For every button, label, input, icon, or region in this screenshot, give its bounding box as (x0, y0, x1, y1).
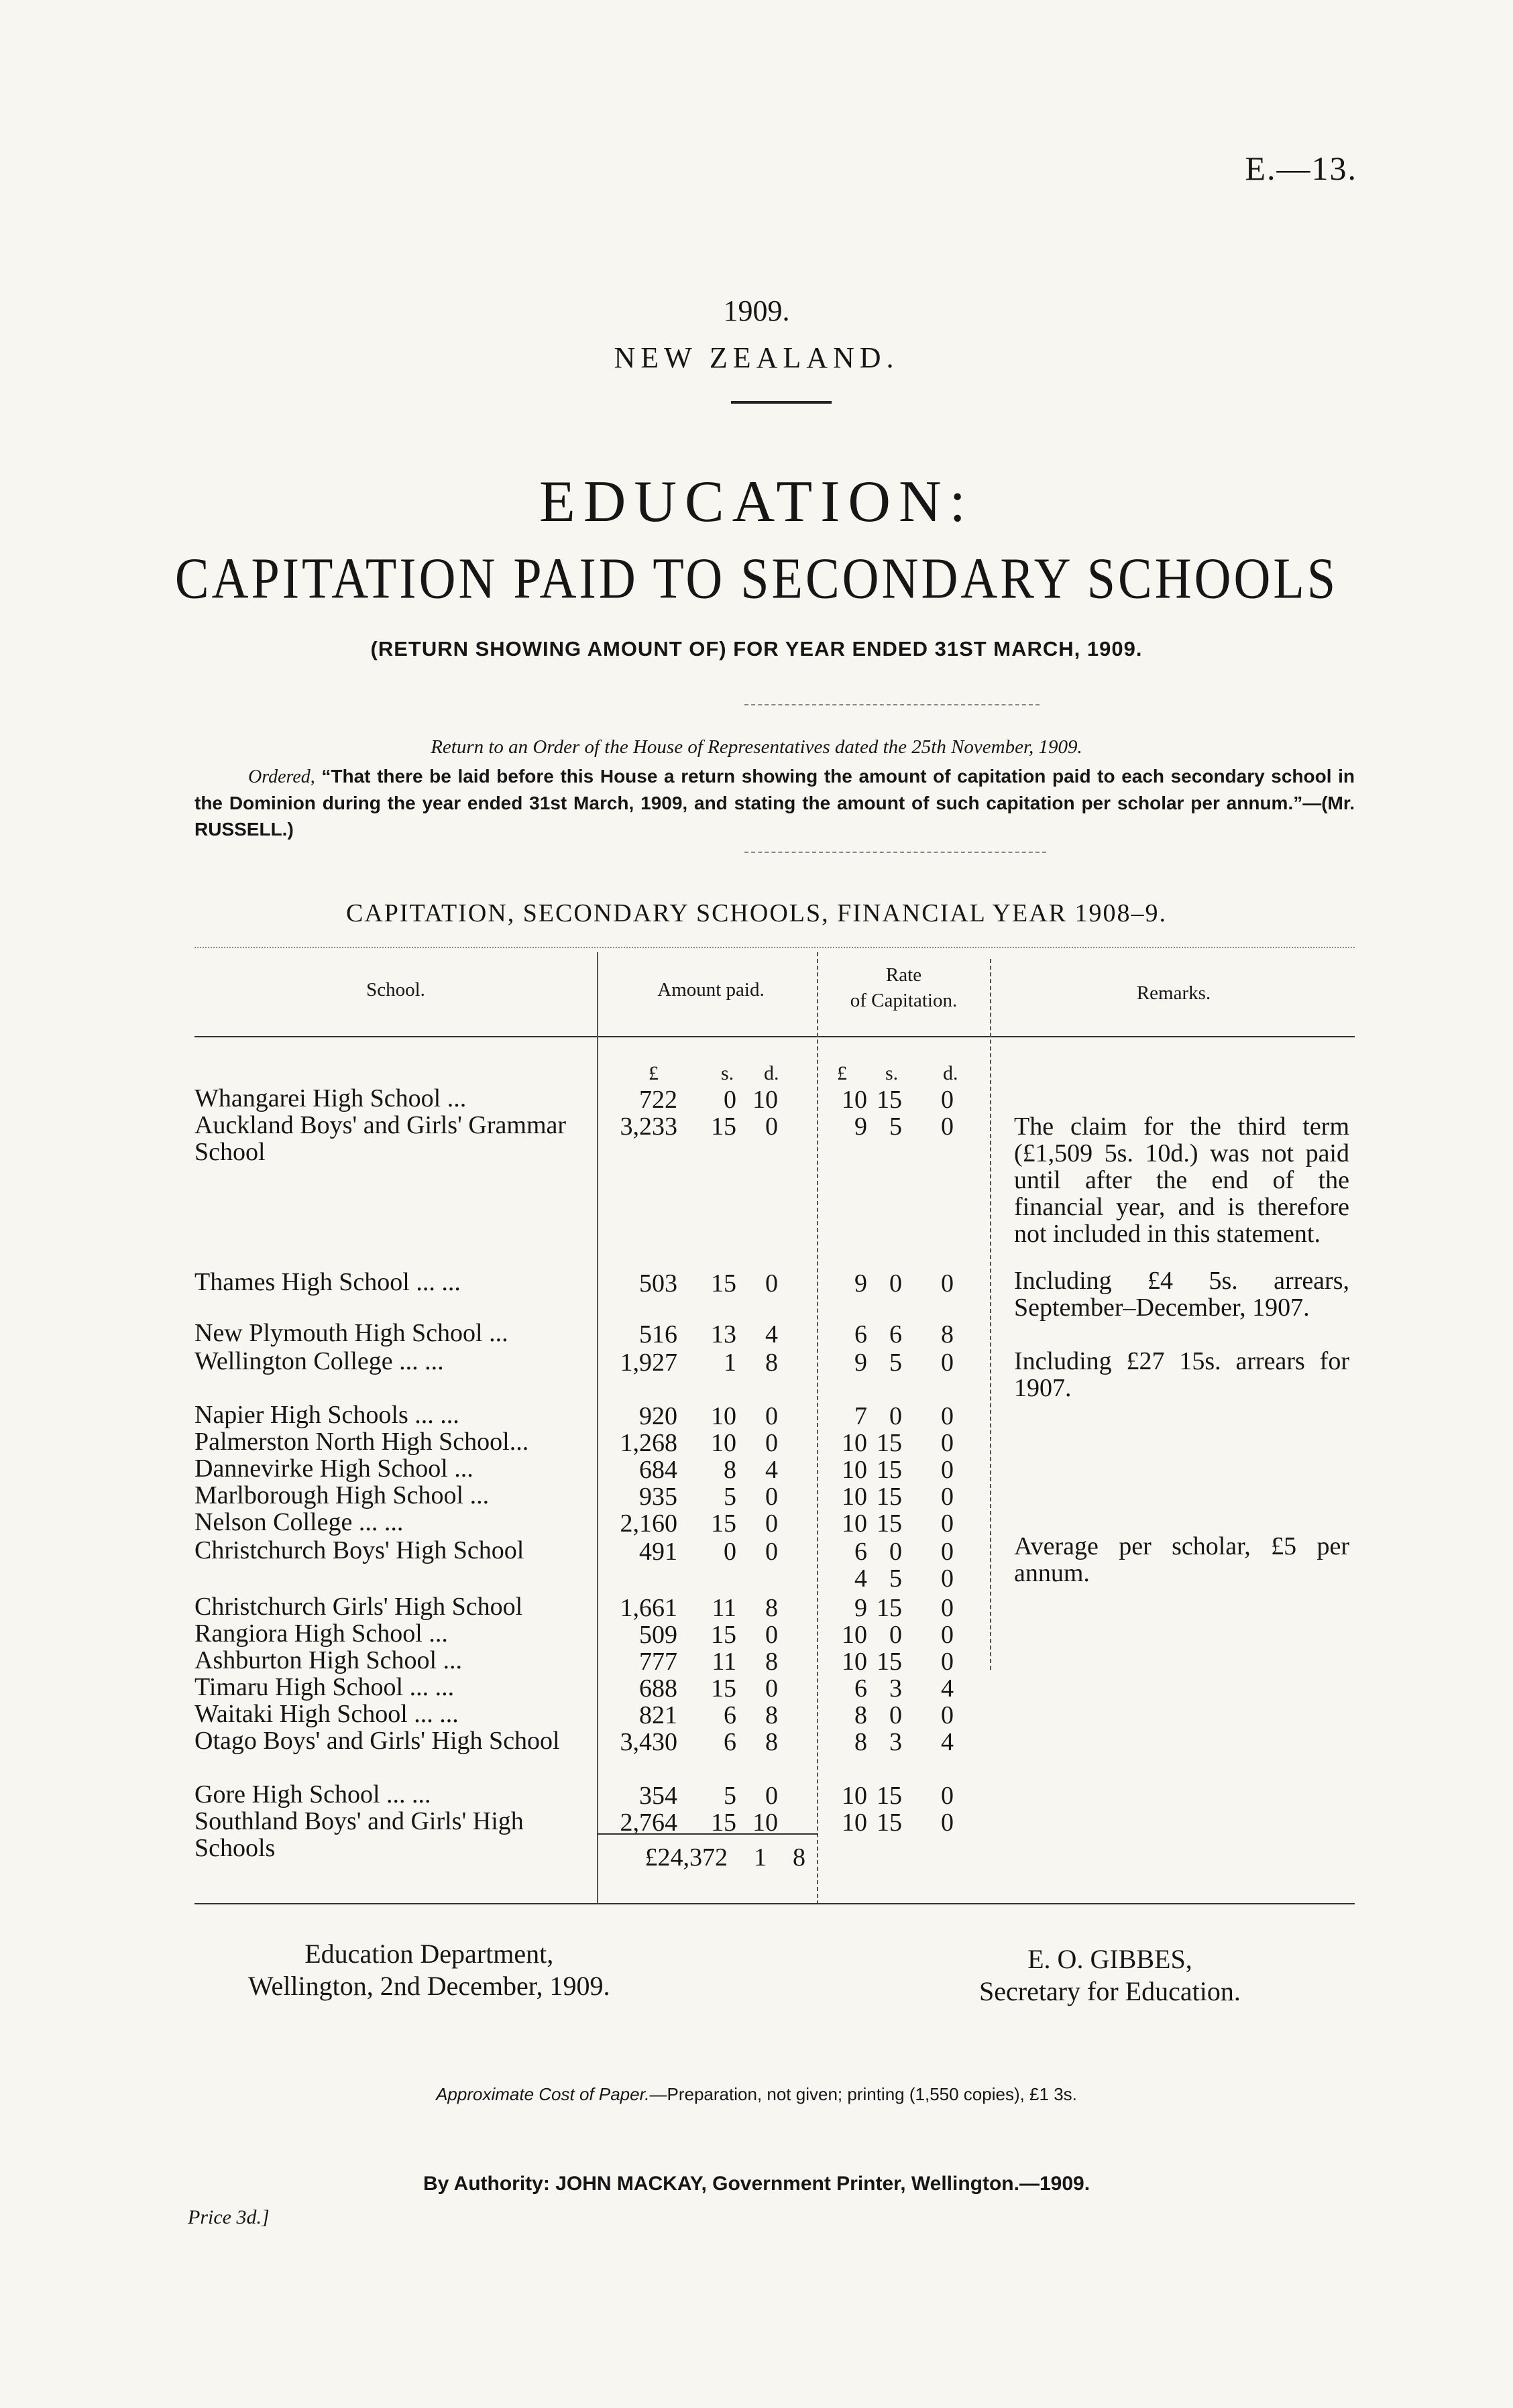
school-name: Whangarei High School ... (194, 1084, 467, 1112)
column-header-rate-2: of Capitation. (850, 990, 958, 1011)
amount-pounds: 935 (639, 1483, 677, 1511)
amount-shillings: 15 (711, 1112, 736, 1141)
amount-pounds: 503 (639, 1269, 677, 1298)
amount-shillings: 5 (724, 1483, 736, 1511)
rate-shillings: 15 (877, 1809, 902, 1837)
rate-pence: 0 (941, 1456, 954, 1484)
rate-pounds: 6 (854, 1538, 867, 1566)
ordered-label: Ordered, (248, 766, 315, 787)
signatory-name: E. O. GIBBES, (1027, 1944, 1192, 1974)
rate-pence: 0 (941, 1564, 954, 1593)
amount-pence: 8 (765, 1728, 778, 1756)
rate-shillings: 15 (877, 1456, 902, 1484)
table-title: CAPITATION, SECONDARY SCHOOLS, FINANCIAL YEAR 1908–9. (345, 899, 1167, 927)
unit-shilling: s. (885, 1062, 899, 1084)
amount-pence: 8 (765, 1648, 778, 1676)
amount-pounds: 920 (639, 1402, 677, 1430)
rate-pounds: 9 (854, 1112, 867, 1141)
country-heading: NEW ZEALAND. (614, 341, 899, 374)
rate-pence: 0 (941, 1809, 954, 1837)
rate-pounds: 10 (842, 1509, 867, 1538)
rate-pence: 0 (941, 1429, 954, 1457)
column-separator (597, 952, 598, 1904)
rate-pounds: 6 (854, 1320, 867, 1349)
amount-shillings: 15 (711, 1621, 736, 1649)
rate-shillings: 15 (877, 1648, 902, 1676)
amount-shillings: 8 (724, 1456, 736, 1484)
rate-pence: 4 (941, 1728, 954, 1756)
school-name: Marlborough High School ... (194, 1481, 490, 1509)
amount-shillings: 13 (711, 1320, 736, 1349)
amount-pounds: 3,233 (620, 1112, 677, 1141)
amount-pounds: 1,927 (620, 1349, 677, 1377)
amount-pence: 0 (765, 1621, 778, 1649)
amount-pence: 8 (765, 1701, 778, 1729)
cost-label: Approximate Cost of Paper. (436, 2084, 650, 2104)
rate-shillings: 15 (877, 1594, 902, 1622)
school-name: Wellington College ... ... (194, 1347, 444, 1375)
amount-pence: 0 (765, 1429, 778, 1457)
amount-pounds: 684 (639, 1456, 677, 1484)
total-shillings: 1 (754, 1843, 767, 1872)
table-bottom-rule (194, 1903, 1355, 1904)
school-name: Rangiora High School ... (194, 1619, 448, 1648)
school-name: Nelson College ... ... (194, 1508, 404, 1536)
amount-pounds: 688 (639, 1674, 677, 1703)
order-text (194, 763, 1355, 842)
rate-shillings: 0 (889, 1701, 902, 1729)
order-body: “That there be laid before this House a return showing the amount of capitation paid to each secondary school in the Dominion during the year ended 31st March, 1909, and stating the amount of such capitation per scholar per annum.”—(Mr. RUSSELL.) (194, 766, 1355, 840)
column-header-school: School. (366, 979, 425, 1000)
department-line: Education Department, (304, 1939, 554, 1969)
amount-pounds: 354 (639, 1782, 677, 1810)
amount-shillings: 6 (724, 1701, 736, 1729)
amount-pounds: 1,661 (620, 1594, 677, 1622)
amount-pence: 8 (765, 1594, 778, 1622)
amount-shillings: 5 (724, 1782, 736, 1810)
school-name: Thames High School ... ... (194, 1268, 461, 1296)
school-name: Christchurch Boys' High School (194, 1536, 524, 1564)
amount-pence: 0 (765, 1538, 778, 1566)
order-heading: Return to an Order of the House of Representatives dated the 25th November, 1909. (431, 736, 1082, 758)
amount-shillings: 0 (724, 1538, 736, 1566)
heading-divider (731, 401, 832, 404)
amount-pence: 0 (765, 1674, 778, 1703)
amount-pence: 0 (765, 1112, 778, 1141)
amount-shillings: 15 (711, 1674, 736, 1703)
amount-pounds: 2,764 (620, 1809, 677, 1837)
remark-christchurch: Average per scholar, £5 per annum. (1014, 1532, 1349, 1587)
price-label: Price 3d.] (188, 2206, 270, 2228)
divider (744, 852, 1046, 853)
rate-shillings: 5 (889, 1112, 902, 1141)
signatory-block (979, 1943, 1241, 2008)
amount-shillings: 11 (712, 1594, 736, 1622)
amount-shillings: 10 (711, 1402, 736, 1430)
rate-pence: 0 (941, 1701, 954, 1729)
remark-auckland: The claim for the third term (£1,509 5s. 10d.) was not paid until after the end of the financial year, and is therefore not included in this statement. (1014, 1112, 1349, 1248)
amount-pounds: 491 (639, 1538, 677, 1566)
rate-shillings: 0 (889, 1269, 902, 1298)
rate-pounds: 6 (854, 1674, 867, 1703)
amount-pence: 0 (765, 1269, 778, 1298)
amount-pounds: 722 (639, 1086, 677, 1114)
remark-thames: Including £4 5s. arrears, September–December, 1907. (1014, 1267, 1349, 1322)
rate-pounds: 10 (842, 1086, 867, 1114)
school-name: Auckland Boys' and Girls' Grammar School (194, 1111, 567, 1166)
rate-shillings: 15 (877, 1429, 902, 1457)
rate-pence: 0 (941, 1112, 954, 1141)
amount-pence: 4 (765, 1456, 778, 1484)
school-name: Southland Boys' and Girls' High Schools (194, 1807, 524, 1862)
school-name: Napier High Schools ... ... (194, 1401, 459, 1429)
rate-pence: 0 (941, 1483, 954, 1511)
rate-pounds: 9 (854, 1349, 867, 1377)
printer-authority: By Authority: JOHN MACKAY, Government Printer, Wellington.—1909. (423, 2173, 1090, 2195)
school-name: Christchurch Girls' High School (194, 1593, 523, 1621)
rate-pounds: 7 (854, 1402, 867, 1430)
return-description: (RETURN SHOWING AMOUNT OF) FOR YEAR ENDED 31ST MARCH, 1909. (370, 637, 1143, 661)
rate-pence: 0 (941, 1538, 954, 1566)
rate-pence: 8 (941, 1320, 954, 1349)
rate-pence: 0 (941, 1269, 954, 1298)
rate-pounds: 10 (842, 1782, 867, 1810)
rate-pounds: 9 (854, 1269, 867, 1298)
total-pence: 8 (793, 1843, 805, 1872)
cost-of-paper (0, 2084, 1513, 2105)
rate-pence: 0 (941, 1621, 954, 1649)
remark-wellington: Including £27 15s. arrears for 1907. (1014, 1347, 1349, 1402)
rate-pounds: 9 (854, 1594, 867, 1622)
rate-shillings: 6 (889, 1320, 902, 1349)
school-name: Ashburton High School ... (194, 1646, 462, 1674)
unit-pence: d. (943, 1062, 958, 1084)
column-header-amount: Amount paid. (657, 979, 765, 1000)
amount-shillings: 15 (711, 1269, 736, 1298)
rate-shillings: 0 (889, 1402, 902, 1430)
rate-pounds: 10 (842, 1648, 867, 1676)
amount-pounds: 821 (639, 1701, 677, 1729)
total-rule (597, 1833, 818, 1835)
rate-pounds: 10 (842, 1809, 867, 1837)
amount-shillings: 15 (711, 1509, 736, 1538)
divider (744, 704, 1040, 705)
unit-pence: d. (764, 1062, 779, 1084)
rate-pounds: 4 (854, 1564, 867, 1593)
amount-shillings: 10 (711, 1429, 736, 1457)
rate-shillings: 15 (877, 1483, 902, 1511)
rate-pence: 0 (941, 1509, 954, 1538)
unit-shilling: s. (721, 1062, 734, 1084)
column-header-rate-1: Rate (885, 964, 922, 986)
amount-shillings: 1 (724, 1349, 736, 1377)
header-rule (194, 1036, 1355, 1037)
document-subtitle: CAPITATION PAID TO SECONDARY SCHOOLS (174, 546, 1339, 612)
amount-pounds: 2,160 (620, 1509, 677, 1538)
amount-pounds: 1,268 (620, 1429, 677, 1457)
table-top-rule (194, 947, 1355, 948)
school-name: Timaru High School ... ... (194, 1673, 455, 1701)
amount-pounds: 777 (639, 1648, 677, 1676)
rate-shillings: 15 (877, 1782, 902, 1810)
school-name: Palmerston North High School... (194, 1428, 529, 1456)
amount-shillings: 6 (724, 1728, 736, 1756)
amount-pence: 0 (765, 1402, 778, 1430)
signatory-title: Secretary for Education. (979, 1976, 1241, 2006)
rate-pence: 0 (941, 1648, 954, 1676)
school-name: New Plymouth High School ... (194, 1319, 508, 1347)
rate-shillings: 3 (889, 1728, 902, 1756)
unit-pound: £ (837, 1062, 847, 1084)
rate-pounds: 8 (854, 1728, 867, 1756)
rate-shillings: 5 (889, 1349, 902, 1377)
column-separator (817, 952, 818, 1904)
rate-pounds: 8 (854, 1701, 867, 1729)
school-name: Dannevirke High School ... (194, 1454, 473, 1483)
rate-pounds: 10 (842, 1621, 867, 1649)
total-row (600, 1843, 822, 1876)
amount-shillings: 11 (712, 1648, 736, 1676)
rate-pounds: 10 (842, 1456, 867, 1484)
rate-pence: 4 (941, 1674, 954, 1703)
rate-shillings: 5 (889, 1564, 902, 1593)
amount-pence: 0 (765, 1782, 778, 1810)
amount-pounds: 509 (639, 1621, 677, 1649)
rate-pence: 0 (941, 1402, 954, 1430)
column-separator (990, 959, 991, 1670)
total-pounds: £24,372 (645, 1843, 728, 1872)
amount-pounds: 516 (639, 1320, 677, 1349)
amount-pence: 0 (765, 1483, 778, 1511)
document-title: EDUCATION: (539, 469, 974, 534)
document-year: 1909. (723, 294, 790, 327)
rate-pence: 0 (941, 1086, 954, 1114)
amount-pence: 0 (765, 1509, 778, 1538)
unit-pound: £ (649, 1062, 659, 1084)
rate-shillings: 0 (889, 1538, 902, 1566)
document-reference: E.—13. (1245, 150, 1357, 187)
rate-shillings: 15 (877, 1086, 902, 1114)
rate-pounds: 10 (842, 1483, 867, 1511)
amount-pounds: 3,430 (620, 1728, 677, 1756)
column-header-remarks: Remarks. (1136, 982, 1211, 1004)
amount-units (600, 1062, 822, 1089)
school-name: Otago Boys' and Girls' High School (194, 1727, 560, 1755)
school-name: Waitaki High School ... ... (194, 1700, 459, 1728)
rate-shillings: 15 (877, 1509, 902, 1538)
department-date: Wellington, 2nd December, 1909. (248, 1971, 610, 2001)
rate-shillings: 3 (889, 1674, 902, 1703)
rate-pence: 0 (941, 1782, 954, 1810)
amount-pence: 10 (752, 1086, 778, 1114)
amount-shillings: 15 (711, 1809, 736, 1837)
cost-text: —Preparation, not given; printing (1,550 copies), £1 3s. (649, 2084, 1077, 2104)
school-name: Gore High School ... ... (194, 1780, 431, 1809)
amount-shillings: 0 (724, 1086, 736, 1114)
amount-pence: 8 (765, 1349, 778, 1377)
amount-pence: 10 (752, 1809, 778, 1837)
department-signature (248, 1938, 610, 2002)
rate-pounds: 10 (842, 1429, 867, 1457)
rate-pence: 0 (941, 1594, 954, 1622)
rate-pence: 0 (941, 1349, 954, 1377)
rate-shillings: 0 (889, 1621, 902, 1649)
amount-pence: 4 (765, 1320, 778, 1349)
